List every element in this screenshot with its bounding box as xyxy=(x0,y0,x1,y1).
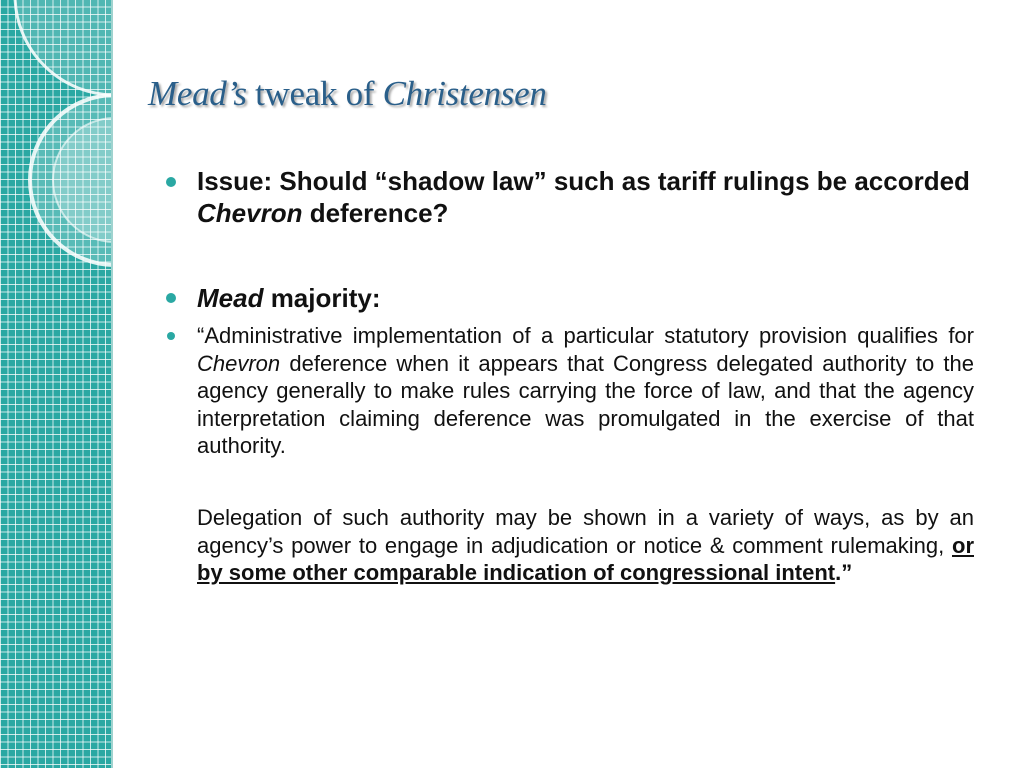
bullet-dot-icon xyxy=(166,177,176,187)
delegation-paragraph xyxy=(197,504,974,587)
bullet-issue-chevron: Chevron xyxy=(197,198,303,228)
bullet-majority-text: majority: xyxy=(263,283,381,313)
delegation-closing-quote: .” xyxy=(835,560,853,585)
bullet-issue-text: Issue: Should “shadow law” such as tariff rulings be accorded xyxy=(197,166,970,196)
decorative-circles-graphic xyxy=(0,0,113,768)
decorative-side-band xyxy=(0,0,113,768)
title-case-name-mead: Mead’s xyxy=(148,74,247,113)
delegation-text-start: Delegation of such authority may be shown in a variety of ways, as by an agency’s power to engage in adjudication or notice & comment rulemaking, xyxy=(197,505,974,558)
title-middle-text: tweak of xyxy=(246,74,383,113)
quote-text-start: “Administrative implementation of a particular statutory provision qualifies for xyxy=(197,323,974,348)
quote-chevron: Chevron xyxy=(197,350,281,376)
quote-text-end: deference when it appears that Congress delegated authority to the agency generally to make rules carrying the force of law, and that the agency interpretation claiming deference was promulgated in the exercise of that authority. xyxy=(197,350,974,458)
bullet-dot-icon xyxy=(166,293,176,303)
title-case-name-christensen: Christensen xyxy=(382,74,547,113)
bullet-mead-name: Mead xyxy=(197,283,264,313)
bullet-dot-icon xyxy=(167,332,175,340)
bullet-quote xyxy=(197,322,974,460)
slide-title xyxy=(148,74,547,114)
delegation-underlined-text: or by some other comparable indication of congressional intent xyxy=(197,532,974,585)
bullet-issue xyxy=(197,165,973,229)
bullet-mead-majority xyxy=(197,282,973,314)
bullet-issue-text-end: deference? xyxy=(302,198,449,228)
